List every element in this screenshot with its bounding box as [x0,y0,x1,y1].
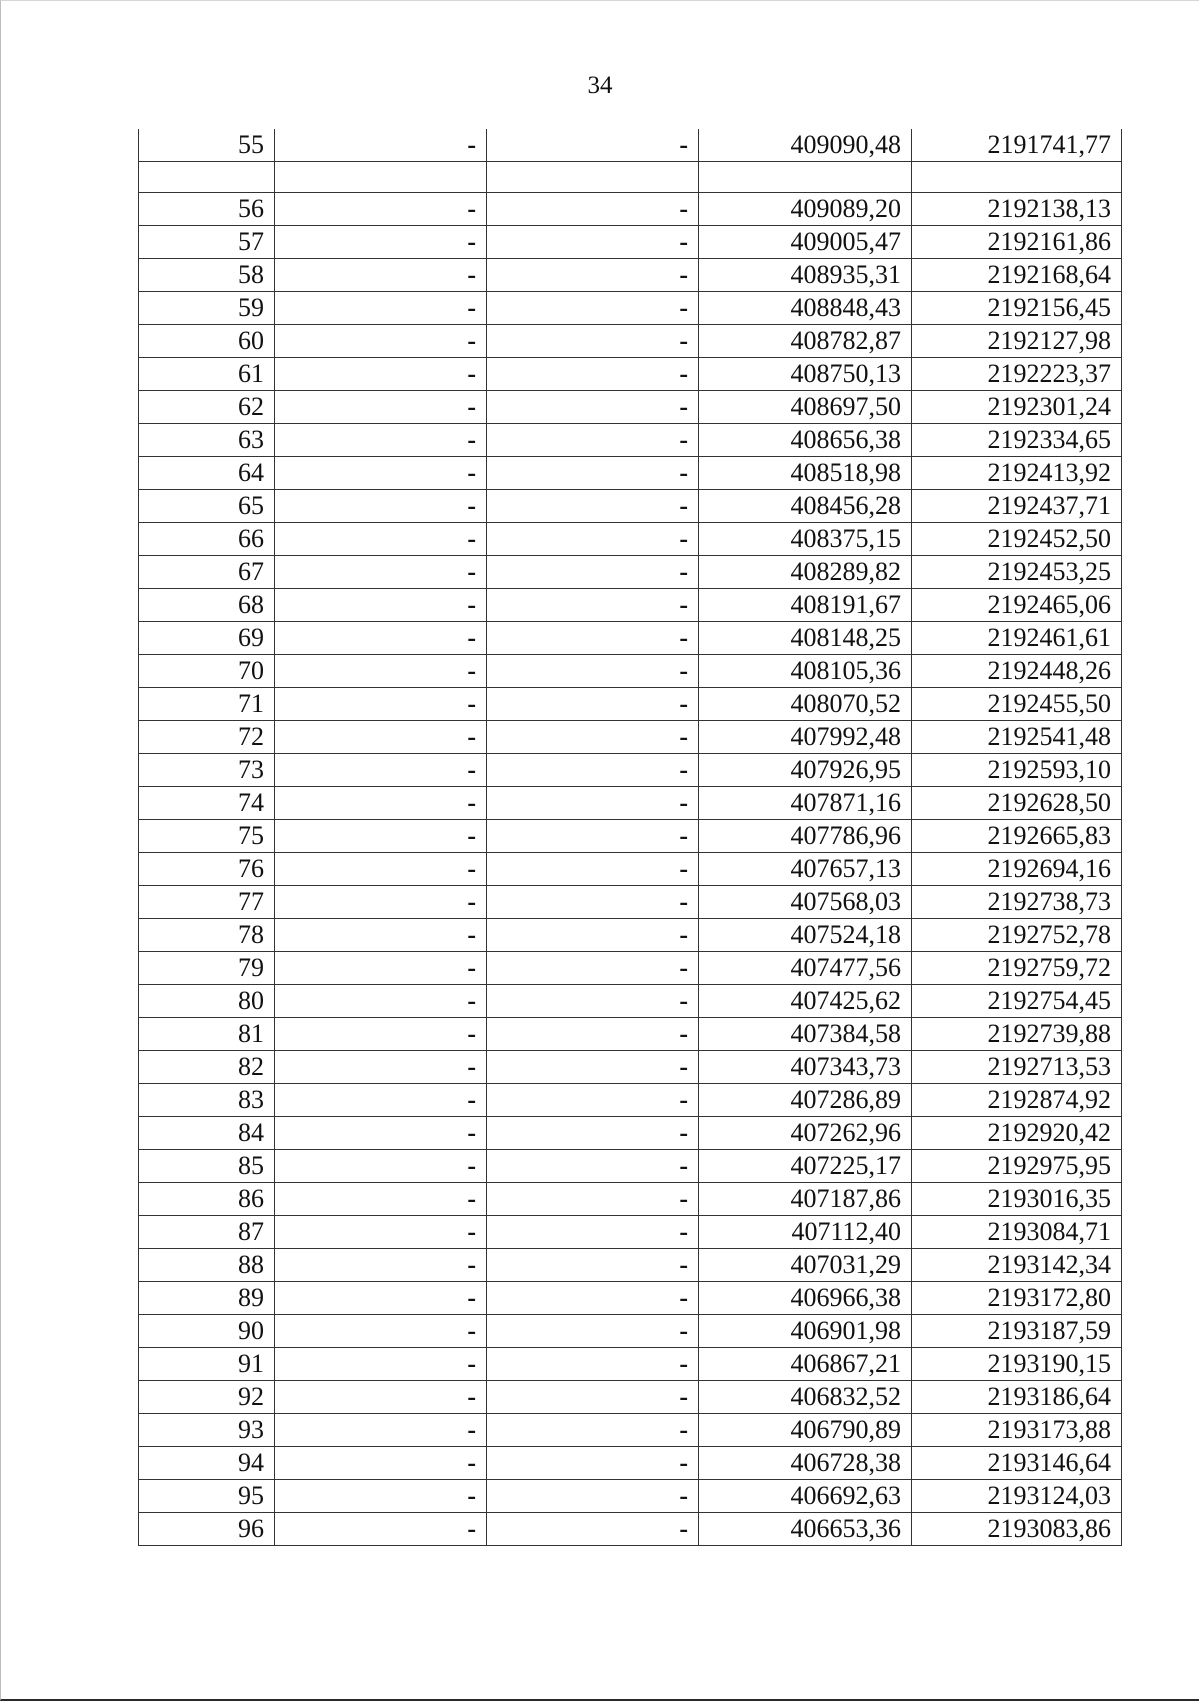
point-number-cell: 59 [139,292,275,325]
y-coordinate-cell: 2192874,92 [912,1084,1122,1117]
column-3-cell: - [487,1447,699,1480]
y-coordinate-cell: 2192301,24 [912,391,1122,424]
y-coordinate-cell: 2193084,71 [912,1216,1122,1249]
table-row [139,820,1122,853]
y-coordinate-cell: 2192694,16 [912,853,1122,886]
page-number: 34 [587,72,613,99]
x-coordinate-cell: 407187,86 [699,1183,912,1216]
x-coordinate-cell: 408289,82 [699,556,912,589]
column-3-cell: - [487,1282,699,1315]
column-2-cell: - [275,853,487,886]
table-row [139,655,1122,688]
y-coordinate-cell: 2192628,50 [912,787,1122,820]
column-2-cell: - [275,1447,487,1480]
column-3-cell: - [487,358,699,391]
table-row [139,226,1122,259]
column-3-cell: - [487,226,699,259]
column-3-cell: - [487,1150,699,1183]
column-2-cell: - [275,129,487,162]
point-number-cell: 74 [139,787,275,820]
point-number-cell: 95 [139,1480,275,1513]
point-number-cell: 94 [139,1447,275,1480]
point-number-cell: 68 [139,589,275,622]
column-3-cell: - [487,721,699,754]
column-2-cell: - [275,1381,487,1414]
column-3-cell: - [487,1381,699,1414]
column-2-cell: - [275,754,487,787]
column-3-cell: - [487,1480,699,1513]
table-row [139,457,1122,490]
point-number-cell: 81 [139,1018,275,1051]
column-3-cell: - [487,985,699,1018]
x-coordinate-cell: 406867,21 [699,1348,912,1381]
x-coordinate-cell: 408782,87 [699,325,912,358]
table-row [139,787,1122,820]
point-number-cell: 75 [139,820,275,853]
table-row [139,358,1122,391]
x-coordinate-cell: 407871,16 [699,787,912,820]
column-2-cell: - [275,688,487,721]
point-number-cell: 55 [139,129,275,162]
y-coordinate-cell: 2192413,92 [912,457,1122,490]
x-coordinate-cell: 408191,67 [699,589,912,622]
table-row [139,985,1122,1018]
y-coordinate-cell: 2192455,50 [912,688,1122,721]
y-coordinate-cell: 2193142,34 [912,1249,1122,1282]
point-number-cell: 91 [139,1348,275,1381]
table-row [139,193,1122,226]
x-coordinate-cell: 406832,52 [699,1381,912,1414]
y-coordinate-cell: 2192738,73 [912,886,1122,919]
column-3-cell: - [487,1348,699,1381]
column-3-cell: - [487,1084,699,1117]
point-number-cell: 86 [139,1183,275,1216]
point-number-cell: 58 [139,259,275,292]
x-coordinate-cell: 409090,48 [699,129,912,162]
x-coordinate-cell: 406728,38 [699,1447,912,1480]
x-coordinate-cell: 409005,47 [699,226,912,259]
column-3-cell: - [487,391,699,424]
x-coordinate-cell: 407657,13 [699,853,912,886]
column-2-cell: - [275,226,487,259]
column-3-cell: - [487,886,699,919]
x-coordinate-cell: 407112,40 [699,1216,912,1249]
point-number-cell: 64 [139,457,275,490]
column-3-cell [487,162,699,193]
point-number-cell: 87 [139,1216,275,1249]
point-number-cell: 88 [139,1249,275,1282]
column-2-cell: - [275,721,487,754]
column-3-cell: - [487,424,699,457]
x-coordinate-cell: 408656,38 [699,424,912,457]
y-coordinate-cell: 2193172,80 [912,1282,1122,1315]
x-coordinate-cell: 407225,17 [699,1150,912,1183]
x-coordinate-cell: 408070,52 [699,688,912,721]
point-number-cell: 90 [139,1315,275,1348]
table-row [139,1018,1122,1051]
column-3-cell: - [487,1315,699,1348]
x-coordinate-cell: 407031,29 [699,1249,912,1282]
y-coordinate-cell: 2192138,13 [912,193,1122,226]
y-coordinate-cell: 2192920,42 [912,1117,1122,1150]
column-3-cell: - [487,292,699,325]
x-coordinate-cell: 407524,18 [699,919,912,952]
column-2-cell: - [275,1018,487,1051]
table-row [139,1051,1122,1084]
point-number-cell: 63 [139,424,275,457]
x-coordinate-cell: 406790,89 [699,1414,912,1447]
table-row [139,1414,1122,1447]
x-coordinate-cell: 406966,38 [699,1282,912,1315]
column-2-cell: - [275,1084,487,1117]
column-2-cell: - [275,259,487,292]
table-row [139,919,1122,952]
y-coordinate-cell: 2192156,45 [912,292,1122,325]
column-2-cell: - [275,358,487,391]
x-coordinate-cell: 407477,56 [699,952,912,985]
column-2-cell: - [275,556,487,589]
y-coordinate-cell: 2192713,53 [912,1051,1122,1084]
y-coordinate-cell: 2192334,65 [912,424,1122,457]
table-row [139,1183,1122,1216]
table-row [139,589,1122,622]
table-row [139,556,1122,589]
table-row [139,325,1122,358]
y-coordinate-cell [912,162,1122,193]
column-3-cell: - [487,1513,699,1546]
table-row [139,754,1122,787]
point-number-cell: 96 [139,1513,275,1546]
x-coordinate-cell: 408750,13 [699,358,912,391]
y-coordinate-cell: 2192223,37 [912,358,1122,391]
x-coordinate-cell: 406901,98 [699,1315,912,1348]
point-number-cell: 56 [139,193,275,226]
column-3-cell: - [487,556,699,589]
column-3-cell: - [487,1216,699,1249]
x-coordinate-cell: 406653,36 [699,1513,912,1546]
column-3-cell: - [487,490,699,523]
point-number-cell: 66 [139,523,275,556]
point-number-cell: 65 [139,490,275,523]
column-2-cell: - [275,1216,487,1249]
x-coordinate-cell: 408935,31 [699,259,912,292]
column-3-cell: - [487,589,699,622]
y-coordinate-cell: 2192168,64 [912,259,1122,292]
point-number-cell: 69 [139,622,275,655]
y-coordinate-cell: 2192465,06 [912,589,1122,622]
column-2-cell: - [275,490,487,523]
x-coordinate-cell: 409089,20 [699,193,912,226]
x-coordinate-cell: 407343,73 [699,1051,912,1084]
point-number-cell: 80 [139,985,275,1018]
coordinates-table [138,129,1122,1546]
x-coordinate-cell: 407568,03 [699,886,912,919]
x-coordinate-cell: 407992,48 [699,721,912,754]
point-number-cell: 78 [139,919,275,952]
x-coordinate-cell: 407425,62 [699,985,912,1018]
column-3-cell: - [487,1117,699,1150]
y-coordinate-cell: 2192754,45 [912,985,1122,1018]
column-2-cell: - [275,787,487,820]
coordinates-table-body [139,129,1122,1546]
y-coordinate-cell: 2193173,88 [912,1414,1122,1447]
table-row [139,688,1122,721]
point-number-cell: 79 [139,952,275,985]
point-number-cell: 89 [139,1282,275,1315]
y-coordinate-cell: 2192452,50 [912,523,1122,556]
x-coordinate-cell: 407786,96 [699,820,912,853]
column-2-cell: - [275,1282,487,1315]
column-2-cell: - [275,655,487,688]
point-number-cell: 83 [139,1084,275,1117]
x-coordinate-cell: 408518,98 [699,457,912,490]
column-3-cell: - [487,952,699,985]
column-2-cell: - [275,1315,487,1348]
table-row [139,1150,1122,1183]
x-coordinate-cell: 407384,58 [699,1018,912,1051]
y-coordinate-cell: 2191741,77 [912,129,1122,162]
table-row [139,886,1122,919]
x-coordinate-cell: 407262,96 [699,1117,912,1150]
column-3-cell: - [487,259,699,292]
column-2-cell: - [275,919,487,952]
table-row [139,523,1122,556]
table-row [139,1447,1122,1480]
point-number-cell: 72 [139,721,275,754]
point-number-cell: 71 [139,688,275,721]
column-3-cell: - [487,1414,699,1447]
column-3-cell: - [487,325,699,358]
point-number-cell: 92 [139,1381,275,1414]
column-2-cell: - [275,886,487,919]
table-row [139,129,1122,162]
column-3-cell: - [487,919,699,952]
point-number-cell: 61 [139,358,275,391]
table-row [139,1381,1122,1414]
y-coordinate-cell: 2192665,83 [912,820,1122,853]
column-3-cell: - [487,655,699,688]
column-3-cell: - [487,1249,699,1282]
point-number-cell: 73 [139,754,275,787]
table-row [139,1084,1122,1117]
column-3-cell: - [487,1183,699,1216]
table-row [139,490,1122,523]
table-row [139,1282,1122,1315]
x-coordinate-cell: 407286,89 [699,1084,912,1117]
table-row [139,391,1122,424]
column-2-cell: - [275,1117,487,1150]
column-2-cell: - [275,424,487,457]
point-number-cell: 57 [139,226,275,259]
y-coordinate-cell: 2192448,26 [912,655,1122,688]
point-number-cell: 77 [139,886,275,919]
x-coordinate-cell: 407926,95 [699,754,912,787]
point-number-cell: 60 [139,325,275,358]
y-coordinate-cell: 2192593,10 [912,754,1122,787]
column-2-cell [275,162,487,193]
table-row [139,424,1122,457]
column-3-cell: - [487,820,699,853]
column-3-cell: - [487,622,699,655]
column-2-cell: - [275,622,487,655]
point-number-cell: 62 [139,391,275,424]
column-2-cell: - [275,292,487,325]
point-number-cell: 85 [139,1150,275,1183]
column-2-cell: - [275,457,487,490]
y-coordinate-cell: 2193187,59 [912,1315,1122,1348]
column-3-cell: - [487,787,699,820]
column-2-cell: - [275,1414,487,1447]
x-coordinate-cell: 408697,50 [699,391,912,424]
point-number-cell: 84 [139,1117,275,1150]
column-2-cell: - [275,952,487,985]
table-row [139,1480,1122,1513]
y-coordinate-cell: 2193124,03 [912,1480,1122,1513]
column-2-cell: - [275,1348,487,1381]
column-2-cell: - [275,391,487,424]
column-2-cell: - [275,523,487,556]
y-coordinate-cell: 2192541,48 [912,721,1122,754]
table-row [139,1315,1122,1348]
column-2-cell: - [275,193,487,226]
x-coordinate-cell: 408105,36 [699,655,912,688]
y-coordinate-cell: 2192461,61 [912,622,1122,655]
y-coordinate-cell: 2193083,86 [912,1513,1122,1546]
x-coordinate-cell: 408375,15 [699,523,912,556]
x-coordinate-cell: 408148,25 [699,622,912,655]
column-3-cell: - [487,129,699,162]
column-2-cell: - [275,1513,487,1546]
column-2-cell: - [275,985,487,1018]
table-row [139,292,1122,325]
column-2-cell: - [275,325,487,358]
y-coordinate-cell: 2192759,72 [912,952,1122,985]
y-coordinate-cell: 2193186,64 [912,1381,1122,1414]
table-spacer-row [139,162,1122,193]
x-coordinate-cell: 408456,28 [699,490,912,523]
column-2-cell: - [275,589,487,622]
table-row [139,853,1122,886]
column-2-cell: - [275,1480,487,1513]
column-3-cell: - [487,1018,699,1051]
column-3-cell: - [487,193,699,226]
table-row [139,622,1122,655]
point-number-cell: 67 [139,556,275,589]
table-row [139,1513,1122,1546]
y-coordinate-cell: 2193016,35 [912,1183,1122,1216]
x-coordinate-cell [699,162,912,193]
y-coordinate-cell: 2193146,64 [912,1447,1122,1480]
table-row [139,952,1122,985]
table-row [139,259,1122,292]
y-coordinate-cell: 2192752,78 [912,919,1122,952]
column-2-cell: - [275,1051,487,1084]
table-row [139,1117,1122,1150]
table-row [139,1249,1122,1282]
point-number-cell: 93 [139,1414,275,1447]
point-number-cell: 70 [139,655,275,688]
point-number-cell: 76 [139,853,275,886]
column-3-cell: - [487,688,699,721]
y-coordinate-cell: 2192975,95 [912,1150,1122,1183]
column-3-cell: - [487,754,699,787]
x-coordinate-cell: 408848,43 [699,292,912,325]
column-2-cell: - [275,1183,487,1216]
y-coordinate-cell: 2192437,71 [912,490,1122,523]
column-2-cell: - [275,820,487,853]
column-3-cell: - [487,457,699,490]
table-row [139,721,1122,754]
point-number-cell: 82 [139,1051,275,1084]
y-coordinate-cell: 2192453,25 [912,556,1122,589]
table-row [139,1216,1122,1249]
column-2-cell: - [275,1150,487,1183]
column-3-cell: - [487,1051,699,1084]
point-number-cell [139,162,275,193]
y-coordinate-cell: 2192127,98 [912,325,1122,358]
column-2-cell: - [275,1249,487,1282]
y-coordinate-cell: 2193190,15 [912,1348,1122,1381]
column-3-cell: - [487,523,699,556]
column-3-cell: - [487,853,699,886]
y-coordinate-cell: 2192161,86 [912,226,1122,259]
y-coordinate-cell: 2192739,88 [912,1018,1122,1051]
x-coordinate-cell: 406692,63 [699,1480,912,1513]
table-row [139,1348,1122,1381]
